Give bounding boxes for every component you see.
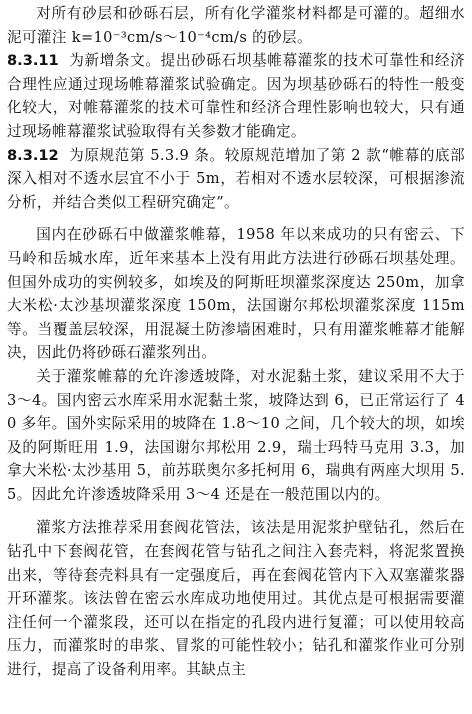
clause-8-3-11 [7, 49, 465, 143]
clause-number: 8.3.12 [7, 146, 59, 164]
paragraph-text: 国内在砂砾石中做灌浆帷幕，1958 年以来成功的只有密云、下马岭和岳城水库，近年来基本上没有用此方法进行砂砾石坝基处理。但国外成功的实例较多，如埃及的阿斯旺坝灌浆深度达 250m，加拿大米松·太沙基坝灌浆深度 150m，法国谢尔邦松坝灌浆深度 115m 等。当覆盖层较深，用混凝土防渗墙困难时，只有用灌浆帷幕才能解决，因此仍将砂砾石灌浆列出。 [7, 226, 465, 362]
clause-text: 为原规范第 5.3.9 条。较原规范增加了第 2 款“帷幕的底部深入相对不透水层宜不小于 5m，若相对不透水层较深，可根据渗流分析，并结合类似工程研究确定”。 [7, 146, 465, 211]
paragraph-grouting-method [7, 516, 465, 681]
paragraph-domestic-foreign-practice [7, 223, 465, 365]
clause-number: 8.3.11 [7, 52, 59, 70]
paragraph-groutability [7, 2, 465, 49]
clause-text: 为新增条文。提出砂砾石坝基帷幕灌浆的技术可靠性和经济合理性应通过现场帷幕灌浆试验确定。因为坝基砂砾石的特性一般变化较大，对帷幕灌浆的技术可靠性和经济合理性影响也较大，只有通过现场帷幕灌浆试验取得有关参数才能确定。 [7, 52, 465, 140]
paragraph-text: 关于灌浆帷幕的允许渗透坡降，对水泥黏土浆，建议采用不大于 3～4。国内密云水库采用水泥黏土浆，坡降达到 6，已正常运行了 40 多年。国外实际采用的坡降在 1.8～10 之间，几个较大的坝，如埃及的阿斯旺用 1.9，法国谢尔邦松用 2.9，瑞士玛特马克用 3.3，加拿大米松·太沙基用 5，前苏联奥尔多托柯用 6，瑞典有两座大坝用 5.5。因此允许渗透坡降采用 3～4 还是在一般范围以内的。 [7, 367, 465, 503]
paragraph-allowable-gradient [7, 365, 465, 507]
paragraph-text: 对所有砂层和砂砾石层，所有化学灌浆材料都是可灌的。超细水泥可灌注 k=10⁻³cm/s～10⁻⁴cm/s 的砂层。 [7, 5, 465, 46]
paragraph-text: 灌浆方法推荐采用套阀花管法，该法是用泥浆护壁钻孔，然后在钻孔中下套阀花管，在套阀花管与钻孔之间注入套壳料，将泥浆置换出来，等待套壳料具有一定强度后，再在套阀花管内下入双塞灌浆器开环灌浆。该法曾在密云水库成功地使用过。其优点是可根据需要灌注任何一个灌浆段，还可以在指定的孔段内进行复灌；可以使用较高压力，而灌浆时的串浆、冒浆的可能性较小；钻孔和灌浆作业可分别进行，提高了设备利用率。其缺点主 [7, 519, 465, 679]
clause-8-3-12 [7, 144, 465, 215]
